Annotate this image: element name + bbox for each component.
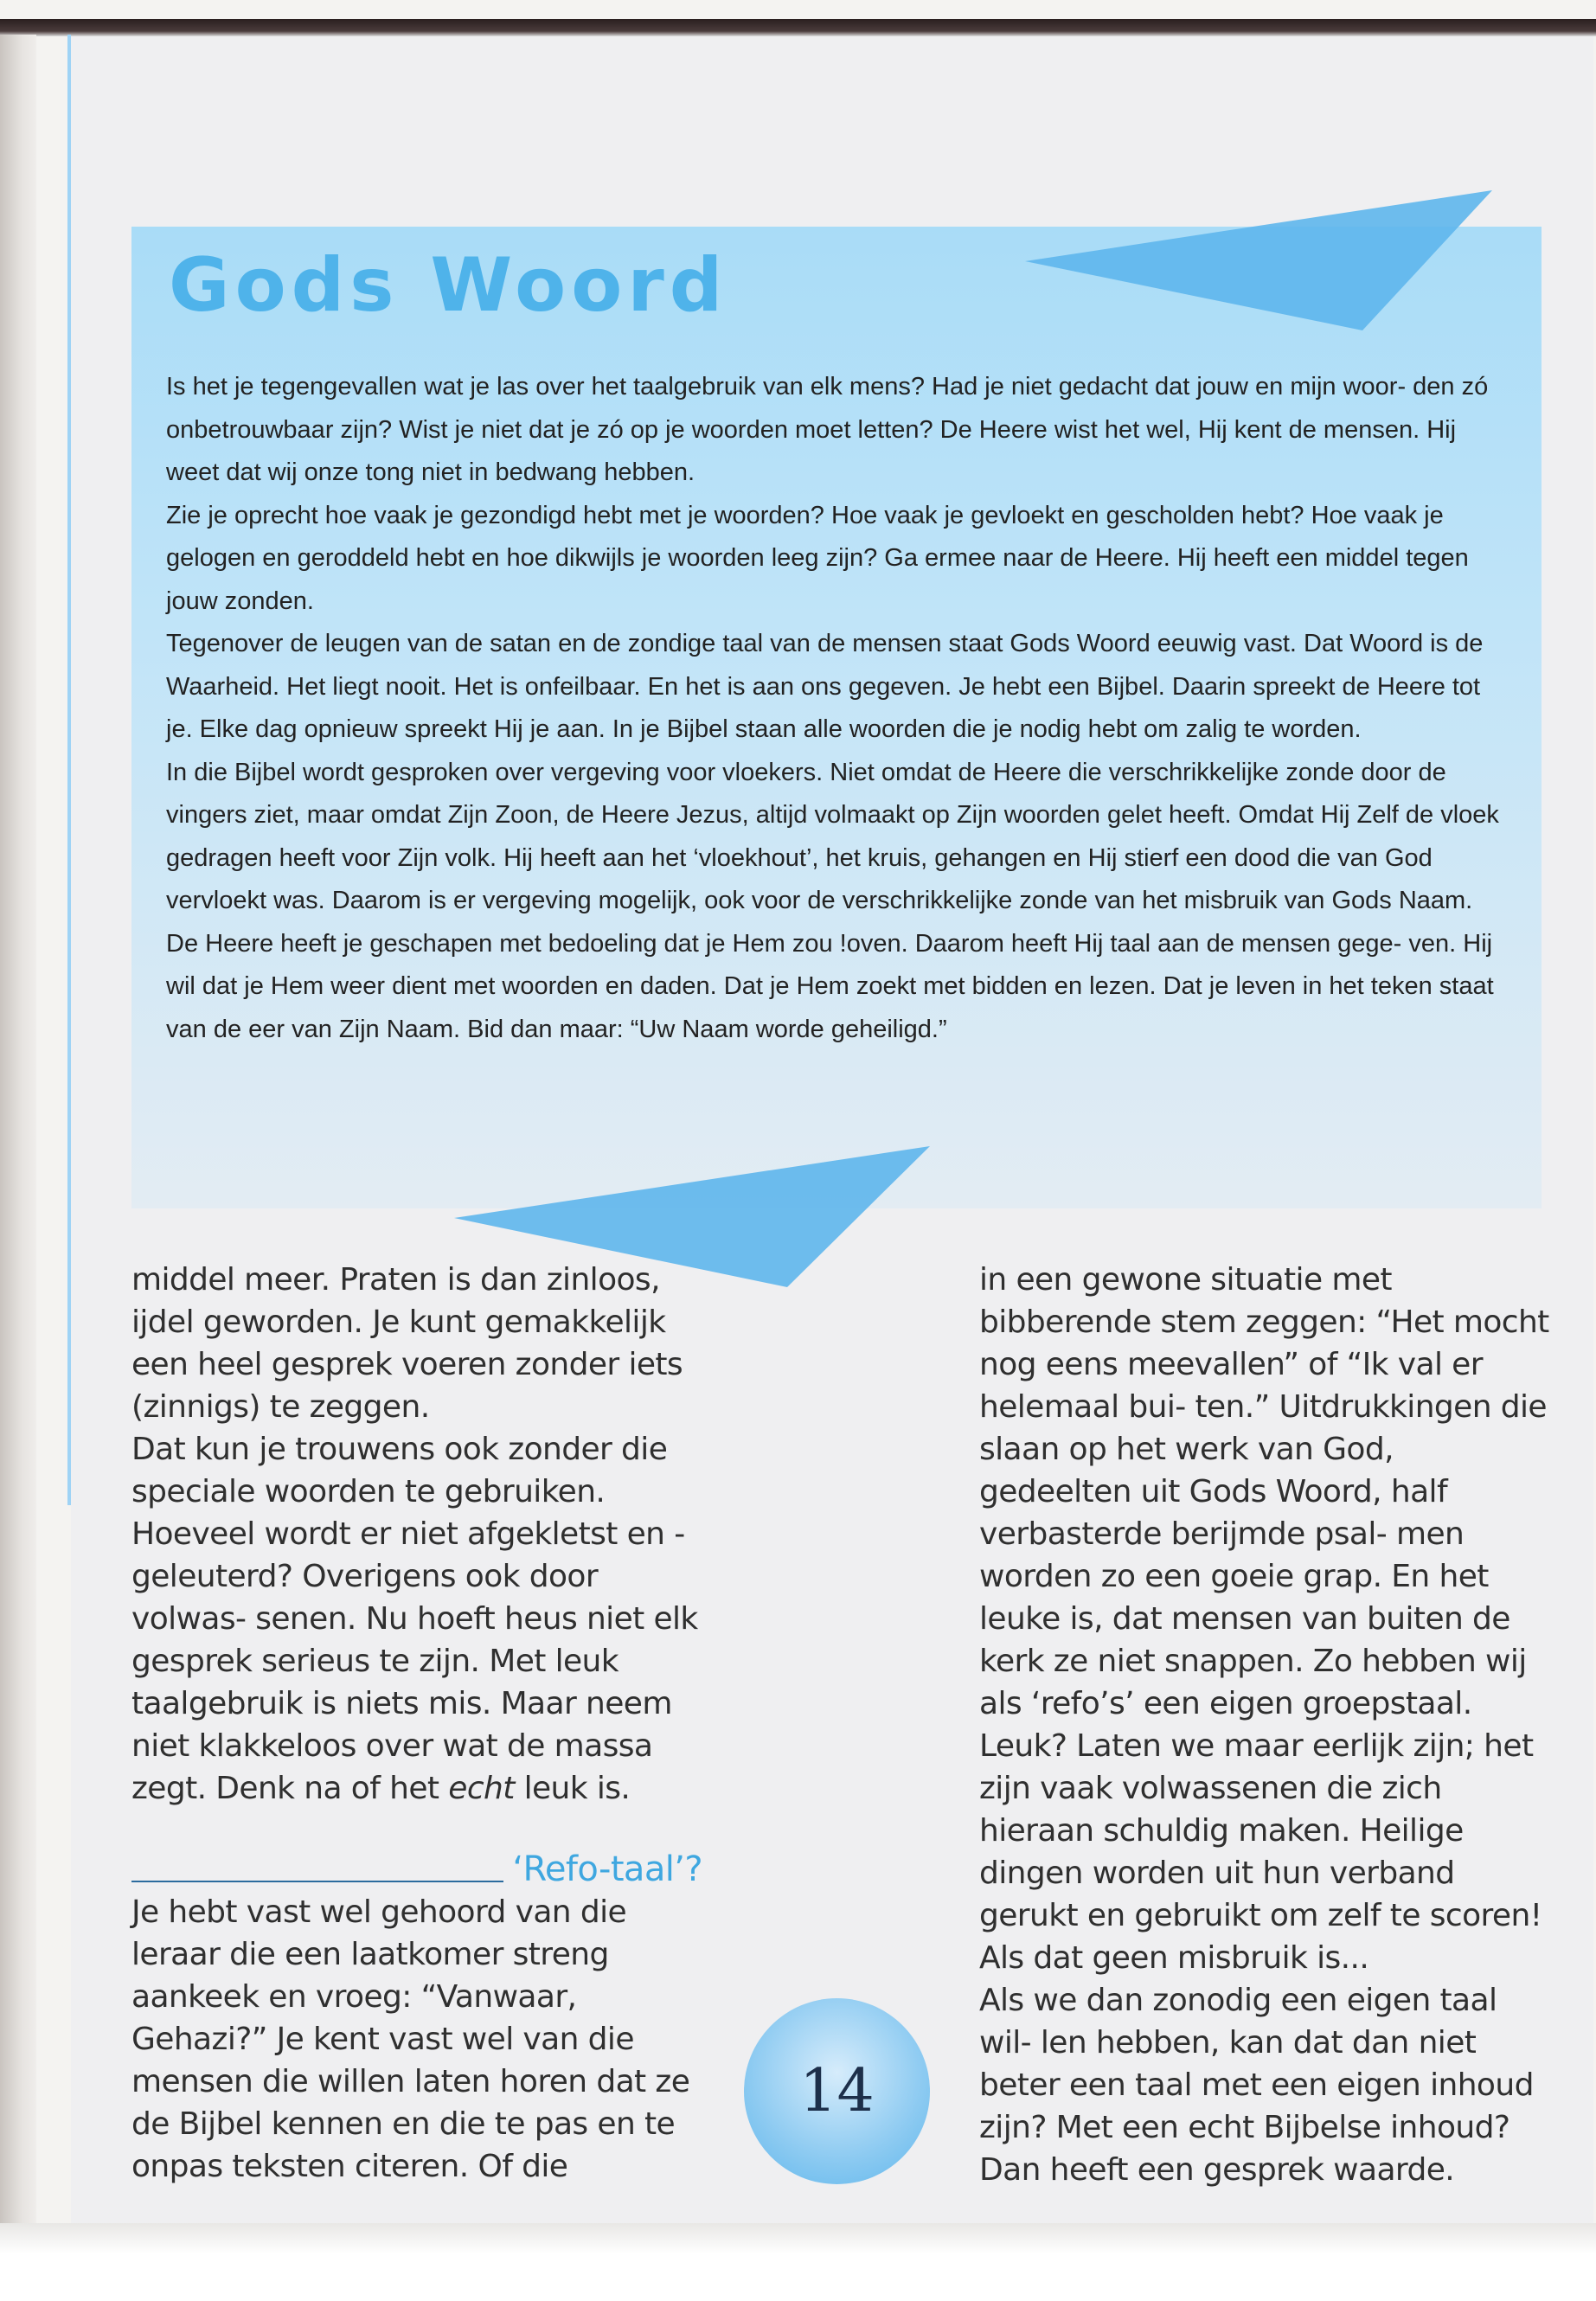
box-paragraph: In die Bijbel wordt gesproken over vergeving voor vloekers. Niet omdat de Heere die verschrikkelijke zonde door de vingers ziet, maar omdat Zijn Zoon, de Heere Jezus, altijd volmaakt op Zijn woorden gelet heeft. Omdat Hij Zelf de vloek gedragen heeft voor Zijn volk. Hij heeft aan het ‘vloekhout’, het kruis, gehangen en Hij stierf een dood die van God vervloekt was. Daarom is er vergeving mogelijk, ook voor de verschrikkelijke zonde van het misbruik van Gods Naam. xyxy=(166,758,1499,914)
right-paragraph-1: in een gewone situatie met bibberende stem zeggen: “Het mocht nog eens meevallen” of “Ik val er helemaal bui- ten.” Uitdrukkingen die slaan op het werk van God, gedeelten uit Gods Woord, half verbasterde berijmde psal- men worden zo een goeie grap. En het leuke is, dat mensen van buiten de kerk ze niet snappen. Zo hebben wij als ‘refo’s’ een eigen groepstaal. Leuk? Laten we maar eerlijk zijn; het zijn vaak volwassenen die zich hieraan schuldig maken. Heilige dingen worden uit hun verband gerukt en gebruikt om zelf te scoren! Als dat geen misbruik is... xyxy=(979,1262,1549,1976)
box-paragraph: Tegenover de leugen van de satan en de zondige taal van de mensen staat Gods Woord eeuwig vast. Dat Woord is de Waarheid. Het liegt nooit. Het is onfeilbaar. En het is aan ons gegeven. Je hebt een Bijbel. Daarin spreekt de Heere tot je. Elke dag opnieuw spreekt Hij je aan. In je Bijbel staan alle woorden die je nodig hebt om zalig te worden. xyxy=(166,630,1484,743)
right-paragraph-2: Als we dan zonodig een eigen taal wil- len hebben, kan dat dan niet beter een taal met een eigen inhoud zijn? Met een echt Bijbelse inhoud? Dan heeft een gesprek waarde. xyxy=(979,1983,1534,2188)
left-column xyxy=(131,1259,702,2188)
left-paragraph-1: middel meer. Praten is dan zinloos, ijdel geworden. Je kunt gemakkelijk een heel gesprek voeren zonder iets (zinnigs) te zeggen. xyxy=(131,1262,683,1425)
triangle-top-decoration xyxy=(1025,190,1492,330)
page-number: 14 xyxy=(744,1998,930,2184)
box-paragraph: Is het je tegengevallen wat je las over het taalgebruik van elk mens? Had je niet gedacht dat jouw en mijn woor- den zó onbetrouwbaar zijn? Wist je niet dat je zó op je woorden moet letten? De Heere wist het wel, Hij kent de mensen. Hij weet dat wij onze tong niet in bedwang hebben. xyxy=(166,373,1489,486)
right-column xyxy=(979,1259,1550,2191)
left-paragraph-2: Dat kun je trouwens ook zonder die speciale woorden te gebruiken. Hoeveel wordt er niet afgekletst en - geleuterd? Overigens ook door volwas- senen. Nu hoeft heus niet elk gesprek serieus te zijn. Met leuk taalgebruik is niets mis. Maar neem niet klakkeloos over wat de massa zegt. Denk na of het echt leuk is. xyxy=(131,1432,698,1806)
italic-word: echt xyxy=(448,1771,515,1806)
subheading-rule xyxy=(131,1881,503,1882)
box-paragraph: Zie je oprecht hoe vaak je gezondigd hebt met je woorden? Hoe vaak je gevloekt en gescholden hebt? Hoe vaak je gelogen en geroddeld hebt en hoe dikwijls je woorden leeg zijn? Ga ermee naar de Heere. Hij heeft een middel tegen jouw zonden. xyxy=(166,501,1469,615)
subheading-row xyxy=(131,1846,702,1891)
box-paragraph: De Heere heeft je geschapen met bedoeling dat je Hem zou !oven. Daarom heeft Hij taal aan de mensen gege- ven. Hij wil dat je Hem weer dient met woorden en daden. Dat je Hem zoekt met bidden en lezen. Dat je leven in het teken staat van de eer van Zijn Naam. Bid dan maar: “Uw Naam worde geheiligd.” xyxy=(166,929,1494,1043)
subheading: ‘Refo-taal’? xyxy=(512,1849,702,1889)
box-text xyxy=(166,366,1507,1051)
left-paragraph-3: Je hebt vast wel gehoord van die leraar die een laatkomer streng aankeek en vroeg: “Vanwaar, Gehazi?” Je kent vast wel van die mensen die willen laten horen dat ze de Bijbel kennen en die te pas en te onpas teksten citeren. Of die xyxy=(131,1894,690,2184)
section-title: Gods Woord xyxy=(169,242,728,329)
